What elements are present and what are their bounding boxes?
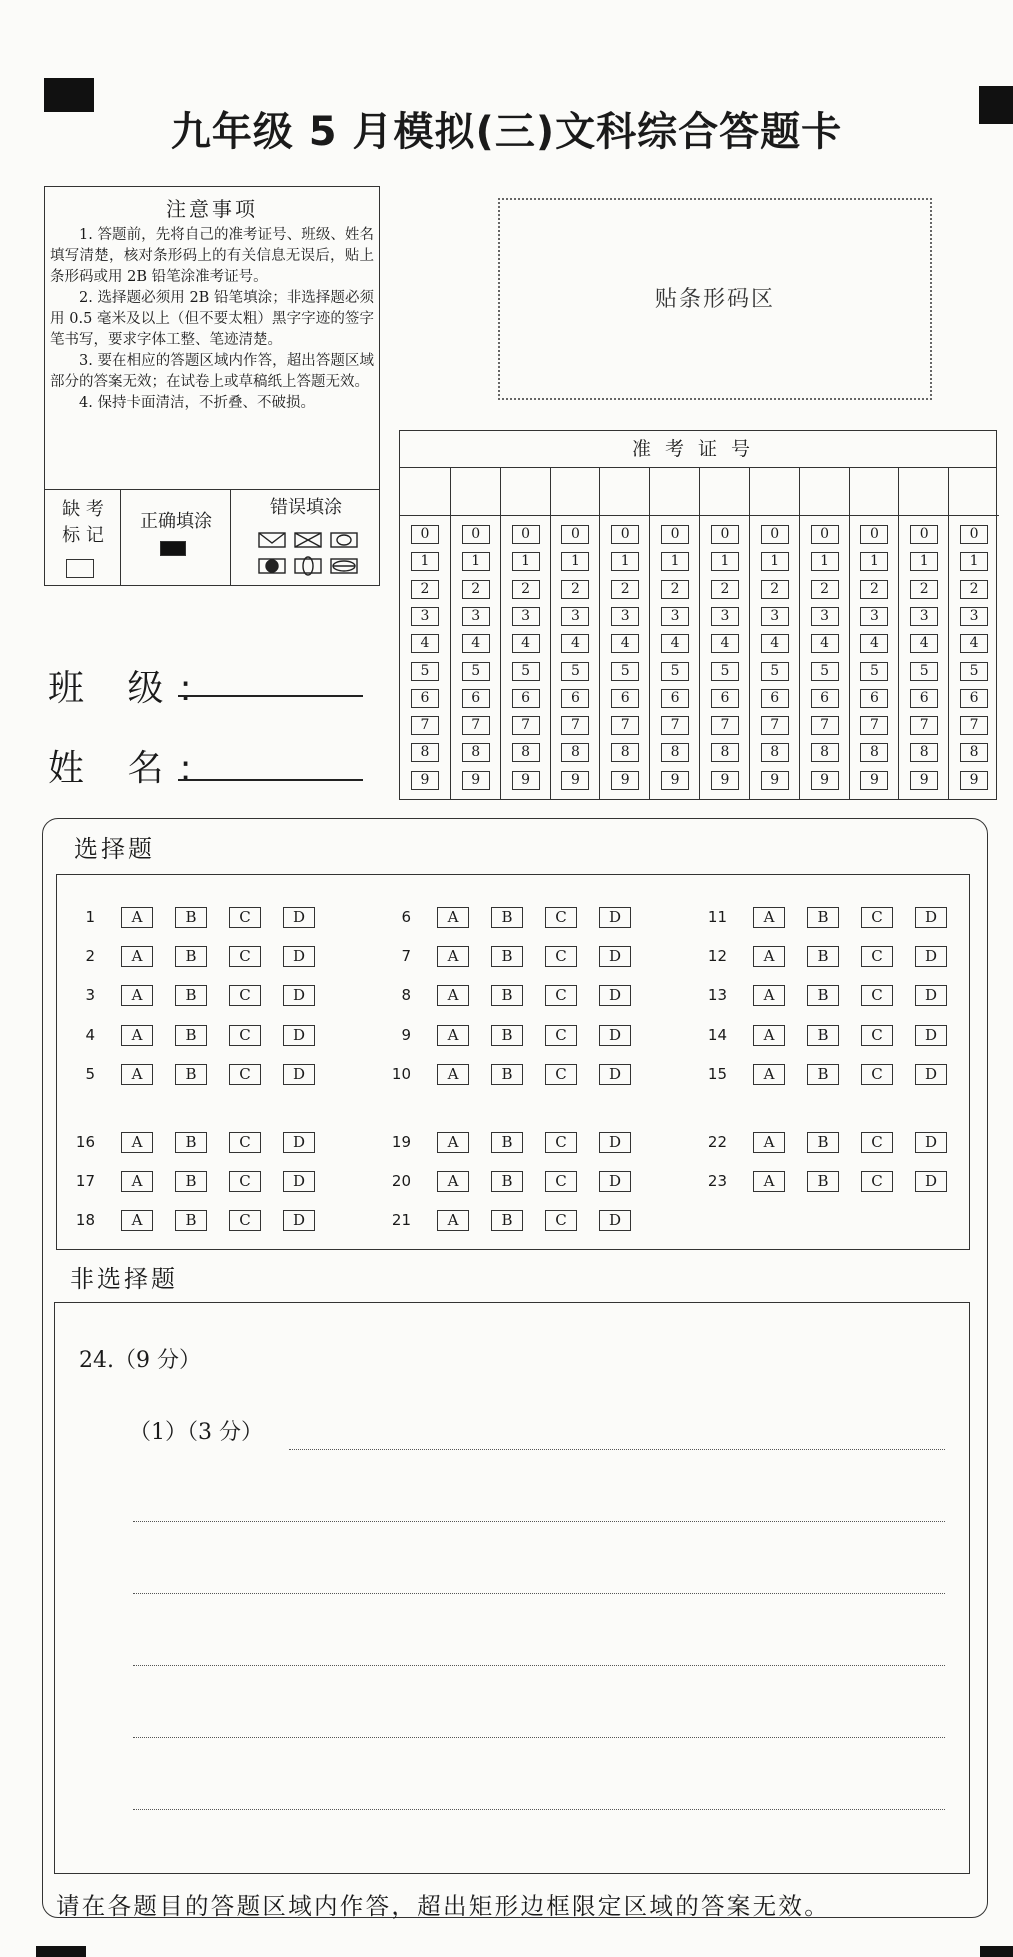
exam-id-digit-bubble[interactable]: 5: [711, 662, 739, 681]
exam-id-digit-bubble[interactable]: 6: [661, 689, 689, 708]
exam-id-digit-bubble[interactable]: 2: [661, 580, 689, 599]
exam-id-write-cell[interactable]: [400, 467, 450, 516]
answer-option-bubble[interactable]: A: [753, 1132, 785, 1153]
answer-option-bubble[interactable]: A: [437, 1171, 469, 1192]
answer-option-bubble[interactable]: B: [807, 907, 839, 928]
exam-id-digit-bubble[interactable]: 5: [910, 662, 938, 681]
answer-option-bubble[interactable]: B: [175, 1210, 207, 1231]
exam-id-digit-bubble[interactable]: 9: [462, 771, 490, 790]
exam-id-digit-bubble[interactable]: 6: [611, 689, 639, 708]
exam-id-write-cell[interactable]: [600, 467, 650, 516]
exam-id-digit-bubble[interactable]: 5: [860, 662, 888, 681]
answer-option-bubble[interactable]: A: [437, 946, 469, 967]
exam-id-digit-bubble[interactable]: 4: [761, 634, 789, 653]
exam-id-digit-bubble[interactable]: 3: [611, 607, 639, 626]
notice-body: [50, 225, 374, 414]
answer-option-bubble[interactable]: B: [807, 1064, 839, 1085]
exam-id-digit-bubble[interactable]: 7: [711, 716, 739, 735]
question-number: 22: [707, 1133, 727, 1151]
question-number: 1: [85, 908, 95, 926]
question-number: 17: [75, 1172, 95, 1190]
answer-option-bubble[interactable]: B: [175, 985, 207, 1006]
answer-option-bubble[interactable]: D: [283, 1064, 315, 1085]
exam-id-digit-bubble[interactable]: 5: [811, 662, 839, 681]
exam-id-digit-bubble[interactable]: 5: [661, 662, 689, 681]
barcode-label: 贴条形码区: [654, 287, 775, 312]
exam-id-digit-bubble[interactable]: 1: [512, 552, 540, 571]
exam-id-digit-bubble[interactable]: 5: [611, 662, 639, 681]
answer-option-bubble[interactable]: D: [599, 946, 631, 967]
exam-id-digit-bubble[interactable]: 9: [860, 771, 888, 790]
answer-line[interactable]: [133, 1737, 945, 1738]
wrong-fill-label: 错误填涂: [270, 497, 342, 518]
exam-id-digit-bubble[interactable]: 1: [761, 552, 789, 571]
exam-id-digit-bubble[interactable]: 8: [462, 743, 490, 762]
exam-id-digit-bubble[interactable]: 0: [860, 525, 888, 544]
answer-option-bubble[interactable]: C: [545, 1025, 577, 1046]
exam-id-digit-bubble[interactable]: 7: [462, 716, 490, 735]
exam-id-digit-bubble[interactable]: 7: [561, 716, 589, 735]
exam-id-digit-bubble[interactable]: 1: [411, 552, 439, 571]
choice-grid: [56, 874, 970, 1250]
page-title: 九年级 5 月模拟(三)文科综合答题卡: [170, 109, 843, 155]
exam-id-digit-bubble[interactable]: 9: [711, 771, 739, 790]
answer-option-bubble[interactable]: D: [915, 1132, 947, 1153]
answer-option-bubble[interactable]: B: [807, 1132, 839, 1153]
exam-id-digit-bubble[interactable]: 0: [960, 525, 988, 544]
notice-title: 注意事项: [166, 197, 258, 221]
exam-id-digit-bubble[interactable]: 0: [611, 525, 639, 544]
exam-id-digit-bubble[interactable]: 9: [411, 771, 439, 790]
exam-id-digit-bubble[interactable]: 3: [910, 607, 938, 626]
exam-id-digit-bubble[interactable]: 0: [811, 525, 839, 544]
answer-option-bubble[interactable]: C: [861, 907, 893, 928]
exam-id-digit-bubble[interactable]: 9: [561, 771, 589, 790]
exam-id-digit-bubble[interactable]: 4: [960, 634, 988, 653]
exam-id-digit-bubble[interactable]: 6: [411, 689, 439, 708]
answer-option-bubble[interactable]: A: [121, 1064, 153, 1085]
exam-id-digit-bubble[interactable]: 5: [761, 662, 789, 681]
answer-option-bubble[interactable]: C: [229, 1064, 261, 1085]
exam-id-digit-bubble[interactable]: 7: [761, 716, 789, 735]
exam-id-column: [699, 467, 750, 799]
answer-option-bubble[interactable]: C: [229, 1025, 261, 1046]
exam-id-digit-bubble[interactable]: 6: [561, 689, 589, 708]
answer-option-bubble[interactable]: A: [437, 985, 469, 1006]
answer-option-bubble[interactable]: A: [437, 907, 469, 928]
exam-id-digit-bubble[interactable]: 2: [860, 580, 888, 599]
answer-option-bubble[interactable]: D: [599, 1132, 631, 1153]
answer-option-bubble[interactable]: C: [861, 1171, 893, 1192]
answer-option-bubble[interactable]: D: [283, 1210, 315, 1231]
answer-option-bubble[interactable]: A: [121, 985, 153, 1006]
exam-id-digit-bubble[interactable]: 5: [960, 662, 988, 681]
exam-id-digit-bubble[interactable]: 2: [761, 580, 789, 599]
exam-id-digit-bubble[interactable]: 9: [661, 771, 689, 790]
exam-id-digit-bubble[interactable]: 1: [811, 552, 839, 571]
exam-id-digit-bubble[interactable]: 5: [462, 662, 490, 681]
answer-option-bubble[interactable]: D: [599, 907, 631, 928]
exam-id-digit-bubble[interactable]: 4: [910, 634, 938, 653]
exam-id-digit-bubble[interactable]: 8: [512, 743, 540, 762]
answer-option-bubble[interactable]: A: [753, 1064, 785, 1085]
answer-line[interactable]: [133, 1809, 945, 1810]
answer-option-bubble[interactable]: A: [437, 1132, 469, 1153]
exam-id-column: [649, 467, 700, 799]
answer-option-bubble[interactable]: C: [545, 1210, 577, 1231]
q24-sub1-label: （1）（3 分）: [129, 1420, 263, 1445]
answer-option-bubble[interactable]: B: [807, 1171, 839, 1192]
exam-id-digit-bubble[interactable]: 8: [661, 743, 689, 762]
answer-option-bubble[interactable]: B: [491, 1064, 523, 1085]
exam-id-digit-bubble[interactable]: 0: [411, 525, 439, 544]
exam-id-digit-bubble[interactable]: 8: [761, 743, 789, 762]
exam-id-digit-bubble[interactable]: 4: [860, 634, 888, 653]
answer-option-bubble[interactable]: A: [753, 907, 785, 928]
question-number: 10: [391, 1065, 411, 1083]
exam-id-digit-bubble[interactable]: 1: [561, 552, 589, 571]
answer-option-bubble[interactable]: D: [283, 1132, 315, 1153]
answer-option-bubble[interactable]: A: [121, 907, 153, 928]
question-number: 23: [707, 1172, 727, 1190]
answer-option-bubble[interactable]: D: [283, 946, 315, 967]
exam-id-digit-bubble[interactable]: 6: [860, 689, 888, 708]
class-label: 班 级:: [48, 668, 208, 709]
answer-option-bubble[interactable]: B: [175, 907, 207, 928]
notice-item: 1. 答题前，先将自己的准考证号、班级、姓名填写清楚，核对条形码上的有关信息无误后，贴上条形码或用 2B 铅笔涂准考证号。: [50, 227, 374, 285]
answer-option-bubble[interactable]: A: [121, 1025, 153, 1046]
answer-option-bubble[interactable]: D: [915, 1025, 947, 1046]
exam-id-digit-bubble[interactable]: 3: [462, 607, 490, 626]
exam-id-digit-bubble[interactable]: 3: [811, 607, 839, 626]
notice-item: 2. 选择题必须用 2B 铅笔填涂；非选择题必须用 0.5 毫米及以上（但不要太粗）黑字字迹的签字笔书写，要求字体工整、笔迹清楚。: [50, 290, 374, 348]
exam-id-write-cell[interactable]: [451, 467, 501, 516]
exam-id-digit-bubble[interactable]: 2: [611, 580, 639, 599]
question-number: 16: [75, 1133, 95, 1151]
exam-id-digit-bubble[interactable]: 5: [561, 662, 589, 681]
exam-id-digit-bubble[interactable]: 9: [811, 771, 839, 790]
exam-id-write-cell[interactable]: [650, 467, 700, 516]
question-number: 13: [707, 986, 727, 1004]
name-label: 姓 名:: [48, 748, 208, 789]
answer-option-bubble[interactable]: B: [175, 1064, 207, 1085]
answer-option-bubble[interactable]: D: [915, 985, 947, 1006]
answer-option-bubble[interactable]: D: [283, 1025, 315, 1046]
exam-id-digit-bubble[interactable]: 4: [561, 634, 589, 653]
exam-id-column: [500, 467, 551, 799]
exam-id-digit-bubble[interactable]: 2: [561, 580, 589, 599]
exam-id-digit-bubble[interactable]: 8: [860, 743, 888, 762]
exam-id-digit-bubble[interactable]: 0: [512, 525, 540, 544]
exam-id-digit-bubble[interactable]: 8: [910, 743, 938, 762]
exam-id-digit-bubble[interactable]: 7: [910, 716, 938, 735]
exam-id-digit-bubble[interactable]: 4: [462, 634, 490, 653]
exam-id-digit-bubble[interactable]: 7: [512, 716, 540, 735]
exam-id-digit-bubble[interactable]: 3: [411, 607, 439, 626]
q24-label: 24.（9 分）: [79, 1348, 201, 1373]
question-number: 12: [707, 947, 727, 965]
answer-option-bubble[interactable]: D: [599, 1025, 631, 1046]
exam-id-digit-bubble[interactable]: 5: [411, 662, 439, 681]
notice-box: [44, 186, 380, 586]
exam-id-digit-bubble[interactable]: 9: [512, 771, 540, 790]
answer-option-bubble[interactable]: C: [545, 1132, 577, 1153]
exam-id-digit-bubble[interactable]: 6: [711, 689, 739, 708]
exam-id-digit-bubble[interactable]: 3: [512, 607, 540, 626]
exam-id-column: [948, 467, 999, 799]
exam-id-digit-bubble[interactable]: 9: [761, 771, 789, 790]
exam-id-digit-bubble[interactable]: 1: [661, 552, 689, 571]
answer-option-bubble[interactable]: B: [807, 985, 839, 1006]
exam-id-digit-bubble[interactable]: 2: [711, 580, 739, 599]
exam-id-digit-bubble[interactable]: 1: [711, 552, 739, 571]
exam-id-digit-bubble[interactable]: 4: [711, 634, 739, 653]
exam-id-write-cell[interactable]: [750, 467, 800, 516]
answer-option-bubble[interactable]: A: [437, 1025, 469, 1046]
exam-id-digit-bubble[interactable]: 6: [960, 689, 988, 708]
answer-line[interactable]: [289, 1449, 945, 1450]
correct-fill-example: [160, 541, 186, 556]
answer-option-bubble[interactable]: D: [599, 1210, 631, 1231]
answer-option-bubble[interactable]: C: [229, 1132, 261, 1153]
exam-id-digit-bubble[interactable]: 7: [960, 716, 988, 735]
exam-id-write-cell[interactable]: [800, 467, 850, 516]
exam-id-digit-bubble[interactable]: 2: [960, 580, 988, 599]
answer-option-bubble[interactable]: C: [545, 985, 577, 1006]
answer-option-bubble[interactable]: A: [753, 985, 785, 1006]
exam-id-column: [450, 467, 501, 799]
answer-option-bubble[interactable]: B: [491, 946, 523, 967]
exam-id-digit-bubble[interactable]: 8: [711, 743, 739, 762]
exam-id-digit-bubble[interactable]: 3: [561, 607, 589, 626]
exam-id-digit-bubble[interactable]: 3: [661, 607, 689, 626]
answer-option-bubble[interactable]: D: [915, 1171, 947, 1192]
exam-id-digit-bubble[interactable]: 2: [811, 580, 839, 599]
answer-option-bubble[interactable]: C: [229, 907, 261, 928]
exam-id-write-cell[interactable]: [899, 467, 949, 516]
exam-id-digit-bubble[interactable]: 7: [611, 716, 639, 735]
answer-option-bubble[interactable]: A: [753, 1025, 785, 1046]
question-number: 19: [391, 1133, 411, 1151]
answer-option-bubble[interactable]: A: [121, 1132, 153, 1153]
name-input-line[interactable]: [178, 779, 363, 781]
correct-fill-label: 正确填涂: [140, 511, 212, 532]
answer-option-bubble[interactable]: D: [599, 1064, 631, 1085]
question-number: 5: [85, 1065, 95, 1083]
answer-option-bubble[interactable]: C: [861, 985, 893, 1006]
answer-option-bubble[interactable]: A: [121, 946, 153, 967]
answer-option-bubble[interactable]: C: [861, 1132, 893, 1153]
question-number: 21: [391, 1211, 411, 1229]
answer-option-bubble[interactable]: B: [807, 946, 839, 967]
exam-id-write-cell[interactable]: [551, 467, 601, 516]
answer-option-bubble[interactable]: D: [283, 907, 315, 928]
exam-id-digit-bubble[interactable]: 1: [960, 552, 988, 571]
exam-id-digit-bubble[interactable]: 7: [411, 716, 439, 735]
exam-id-digit-bubble[interactable]: 1: [611, 552, 639, 571]
answer-option-bubble[interactable]: A: [437, 1210, 469, 1231]
exam-id-digit-bubble[interactable]: 0: [661, 525, 689, 544]
exam-id-digit-bubble[interactable]: 3: [711, 607, 739, 626]
exam-id-column: [898, 467, 949, 799]
exam-id-digit-bubble[interactable]: 2: [512, 580, 540, 599]
nonchoice-section-title: 非选择题: [70, 1265, 178, 1293]
exam-id-digit-bubble[interactable]: 8: [611, 743, 639, 762]
exam-id-column: [400, 467, 450, 799]
exam-id-write-cell[interactable]: [949, 467, 999, 516]
answer-option-bubble[interactable]: D: [915, 1064, 947, 1085]
exam-id-digit-bubble[interactable]: 4: [611, 634, 639, 653]
question-number: 4: [85, 1026, 95, 1044]
answer-option-bubble[interactable]: B: [491, 1132, 523, 1153]
question-number: 9: [401, 1026, 411, 1044]
exam-id-digit-bubble[interactable]: 6: [811, 689, 839, 708]
exam-id-digit-bubble[interactable]: 2: [910, 580, 938, 599]
exam-id-digit-bubble[interactable]: 7: [811, 716, 839, 735]
exam-id-write-cell[interactable]: [700, 467, 750, 516]
answer-option-bubble[interactable]: B: [175, 1132, 207, 1153]
exam-id-digit-bubble[interactable]: 4: [811, 634, 839, 653]
question-number: 7: [401, 947, 411, 965]
exam-id-digit-bubble[interactable]: 0: [561, 525, 589, 544]
wrong-fill-examples: [257, 531, 367, 579]
nonchoice-answer-box: [54, 1302, 970, 1874]
question-number: 3: [85, 986, 95, 1004]
exam-id-digit-bubble[interactable]: 7: [860, 716, 888, 735]
exam-id-digit-bubble[interactable]: 4: [512, 634, 540, 653]
answer-option-bubble[interactable]: C: [545, 1171, 577, 1192]
question-number: 6: [401, 908, 411, 926]
answer-option-bubble[interactable]: B: [175, 946, 207, 967]
answer-line[interactable]: [133, 1521, 945, 1522]
answer-option-bubble[interactable]: B: [175, 1025, 207, 1046]
answer-option-bubble[interactable]: C: [229, 1171, 261, 1192]
answer-option-bubble[interactable]: C: [861, 946, 893, 967]
corner-mark-bottom-right: [980, 1946, 1013, 1957]
exam-id-digit-bubble[interactable]: 0: [462, 525, 490, 544]
exam-id-grid: [399, 430, 997, 800]
question-number: 2: [85, 947, 95, 965]
exam-id-digit-bubble[interactable]: 8: [811, 743, 839, 762]
answer-option-bubble[interactable]: D: [283, 1171, 315, 1192]
answer-option-bubble[interactable]: A: [437, 1064, 469, 1085]
exam-id-digit-bubble[interactable]: 6: [761, 689, 789, 708]
answer-option-bubble[interactable]: C: [229, 985, 261, 1006]
answer-option-bubble[interactable]: D: [599, 1171, 631, 1192]
answer-option-bubble[interactable]: B: [807, 1025, 839, 1046]
exam-id-write-cell[interactable]: [850, 467, 900, 516]
exam-id-digit-bubble[interactable]: 1: [462, 552, 490, 571]
exam-id-digit-bubble[interactable]: 4: [411, 634, 439, 653]
exam-id-column: [749, 467, 800, 799]
question-number: 8: [401, 986, 411, 1004]
question-number: 18: [75, 1211, 95, 1229]
exam-id-column: [550, 467, 601, 799]
exam-id-write-cell[interactable]: [501, 467, 551, 516]
exam-id-column: [599, 467, 650, 799]
absent-mark-label: 缺 考 标 记: [62, 499, 104, 546]
exam-id-title: 准考证号: [400, 431, 996, 468]
answer-option-bubble[interactable]: C: [861, 1064, 893, 1085]
answer-option-bubble[interactable]: B: [491, 907, 523, 928]
answer-option-bubble[interactable]: B: [491, 985, 523, 1006]
exam-id-digit-bubble[interactable]: 6: [910, 689, 938, 708]
question-number: 11: [707, 908, 727, 926]
answer-line[interactable]: [133, 1593, 945, 1594]
exam-id-digit-bubble[interactable]: 5: [512, 662, 540, 681]
exam-id-digit-bubble[interactable]: 0: [910, 525, 938, 544]
answer-option-bubble[interactable]: B: [491, 1210, 523, 1231]
barcode-area: [498, 198, 932, 400]
exam-id-digit-bubble[interactable]: 3: [960, 607, 988, 626]
answer-option-bubble[interactable]: C: [229, 946, 261, 967]
exam-id-digit-bubble[interactable]: 3: [860, 607, 888, 626]
answer-option-bubble[interactable]: A: [753, 1171, 785, 1192]
answer-option-bubble[interactable]: C: [545, 1064, 577, 1085]
exam-id-digit-bubble[interactable]: 6: [462, 689, 490, 708]
class-input-line[interactable]: [178, 695, 363, 697]
answer-option-bubble[interactable]: C: [861, 1025, 893, 1046]
exam-id-column: [849, 467, 900, 799]
exam-id-digit-bubble[interactable]: 8: [411, 743, 439, 762]
exam-id-column: [799, 467, 850, 799]
answer-option-bubble[interactable]: A: [121, 1171, 153, 1192]
exam-id-digit-bubble[interactable]: 3: [761, 607, 789, 626]
footer-note: 请在各题目的答题区域内作答，超出矩形边框限定区域的答案无效。: [56, 1892, 830, 1920]
exam-id-digit-bubble[interactable]: 2: [411, 580, 439, 599]
question-number: 20: [391, 1172, 411, 1190]
answer-option-bubble[interactable]: D: [915, 946, 947, 967]
absent-mark-box[interactable]: [66, 559, 94, 578]
exam-id-digit-bubble[interactable]: 2: [462, 580, 490, 599]
exam-id-digit-bubble[interactable]: 6: [512, 689, 540, 708]
notice-item: 4. 保持卡面清洁，不折叠、不破损。: [79, 395, 315, 411]
exam-id-digit-bubble[interactable]: 8: [561, 743, 589, 762]
answer-option-bubble[interactable]: B: [175, 1171, 207, 1192]
exam-id-digit-bubble[interactable]: 9: [910, 771, 938, 790]
question-number: 15: [707, 1065, 727, 1083]
answer-option-bubble[interactable]: A: [753, 946, 785, 967]
answer-option-bubble[interactable]: B: [491, 1171, 523, 1192]
question-number: 14: [707, 1026, 727, 1044]
answer-option-bubble[interactable]: C: [545, 907, 577, 928]
choice-section-title: 选择题: [74, 835, 155, 863]
exam-id-digit-bubble[interactable]: 1: [910, 552, 938, 571]
notice-item: 3. 要在相应的答题区域内作答，超出答题区域部分的答案无效；在试卷上或草稿纸上答题无效。: [50, 353, 374, 390]
answer-option-bubble[interactable]: D: [599, 985, 631, 1006]
answer-option-bubble[interactable]: D: [283, 985, 315, 1006]
answer-option-bubble[interactable]: C: [229, 1210, 261, 1231]
answer-option-bubble[interactable]: A: [121, 1210, 153, 1231]
corner-mark-bottom-left: [36, 1946, 86, 1957]
answer-line[interactable]: [133, 1665, 945, 1666]
answer-option-bubble[interactable]: B: [491, 1025, 523, 1046]
exam-id-digit-bubble[interactable]: 9: [611, 771, 639, 790]
exam-id-digit-bubble[interactable]: 0: [761, 525, 789, 544]
exam-id-digit-bubble[interactable]: 8: [960, 743, 988, 762]
answer-option-bubble[interactable]: C: [545, 946, 577, 967]
exam-id-digit-bubble[interactable]: 4: [661, 634, 689, 653]
exam-id-digit-bubble[interactable]: 7: [661, 716, 689, 735]
exam-id-digit-bubble[interactable]: 1: [860, 552, 888, 571]
exam-id-digit-bubble[interactable]: 9: [960, 771, 988, 790]
exam-id-digit-bubble[interactable]: 0: [711, 525, 739, 544]
answer-option-bubble[interactable]: D: [915, 907, 947, 928]
